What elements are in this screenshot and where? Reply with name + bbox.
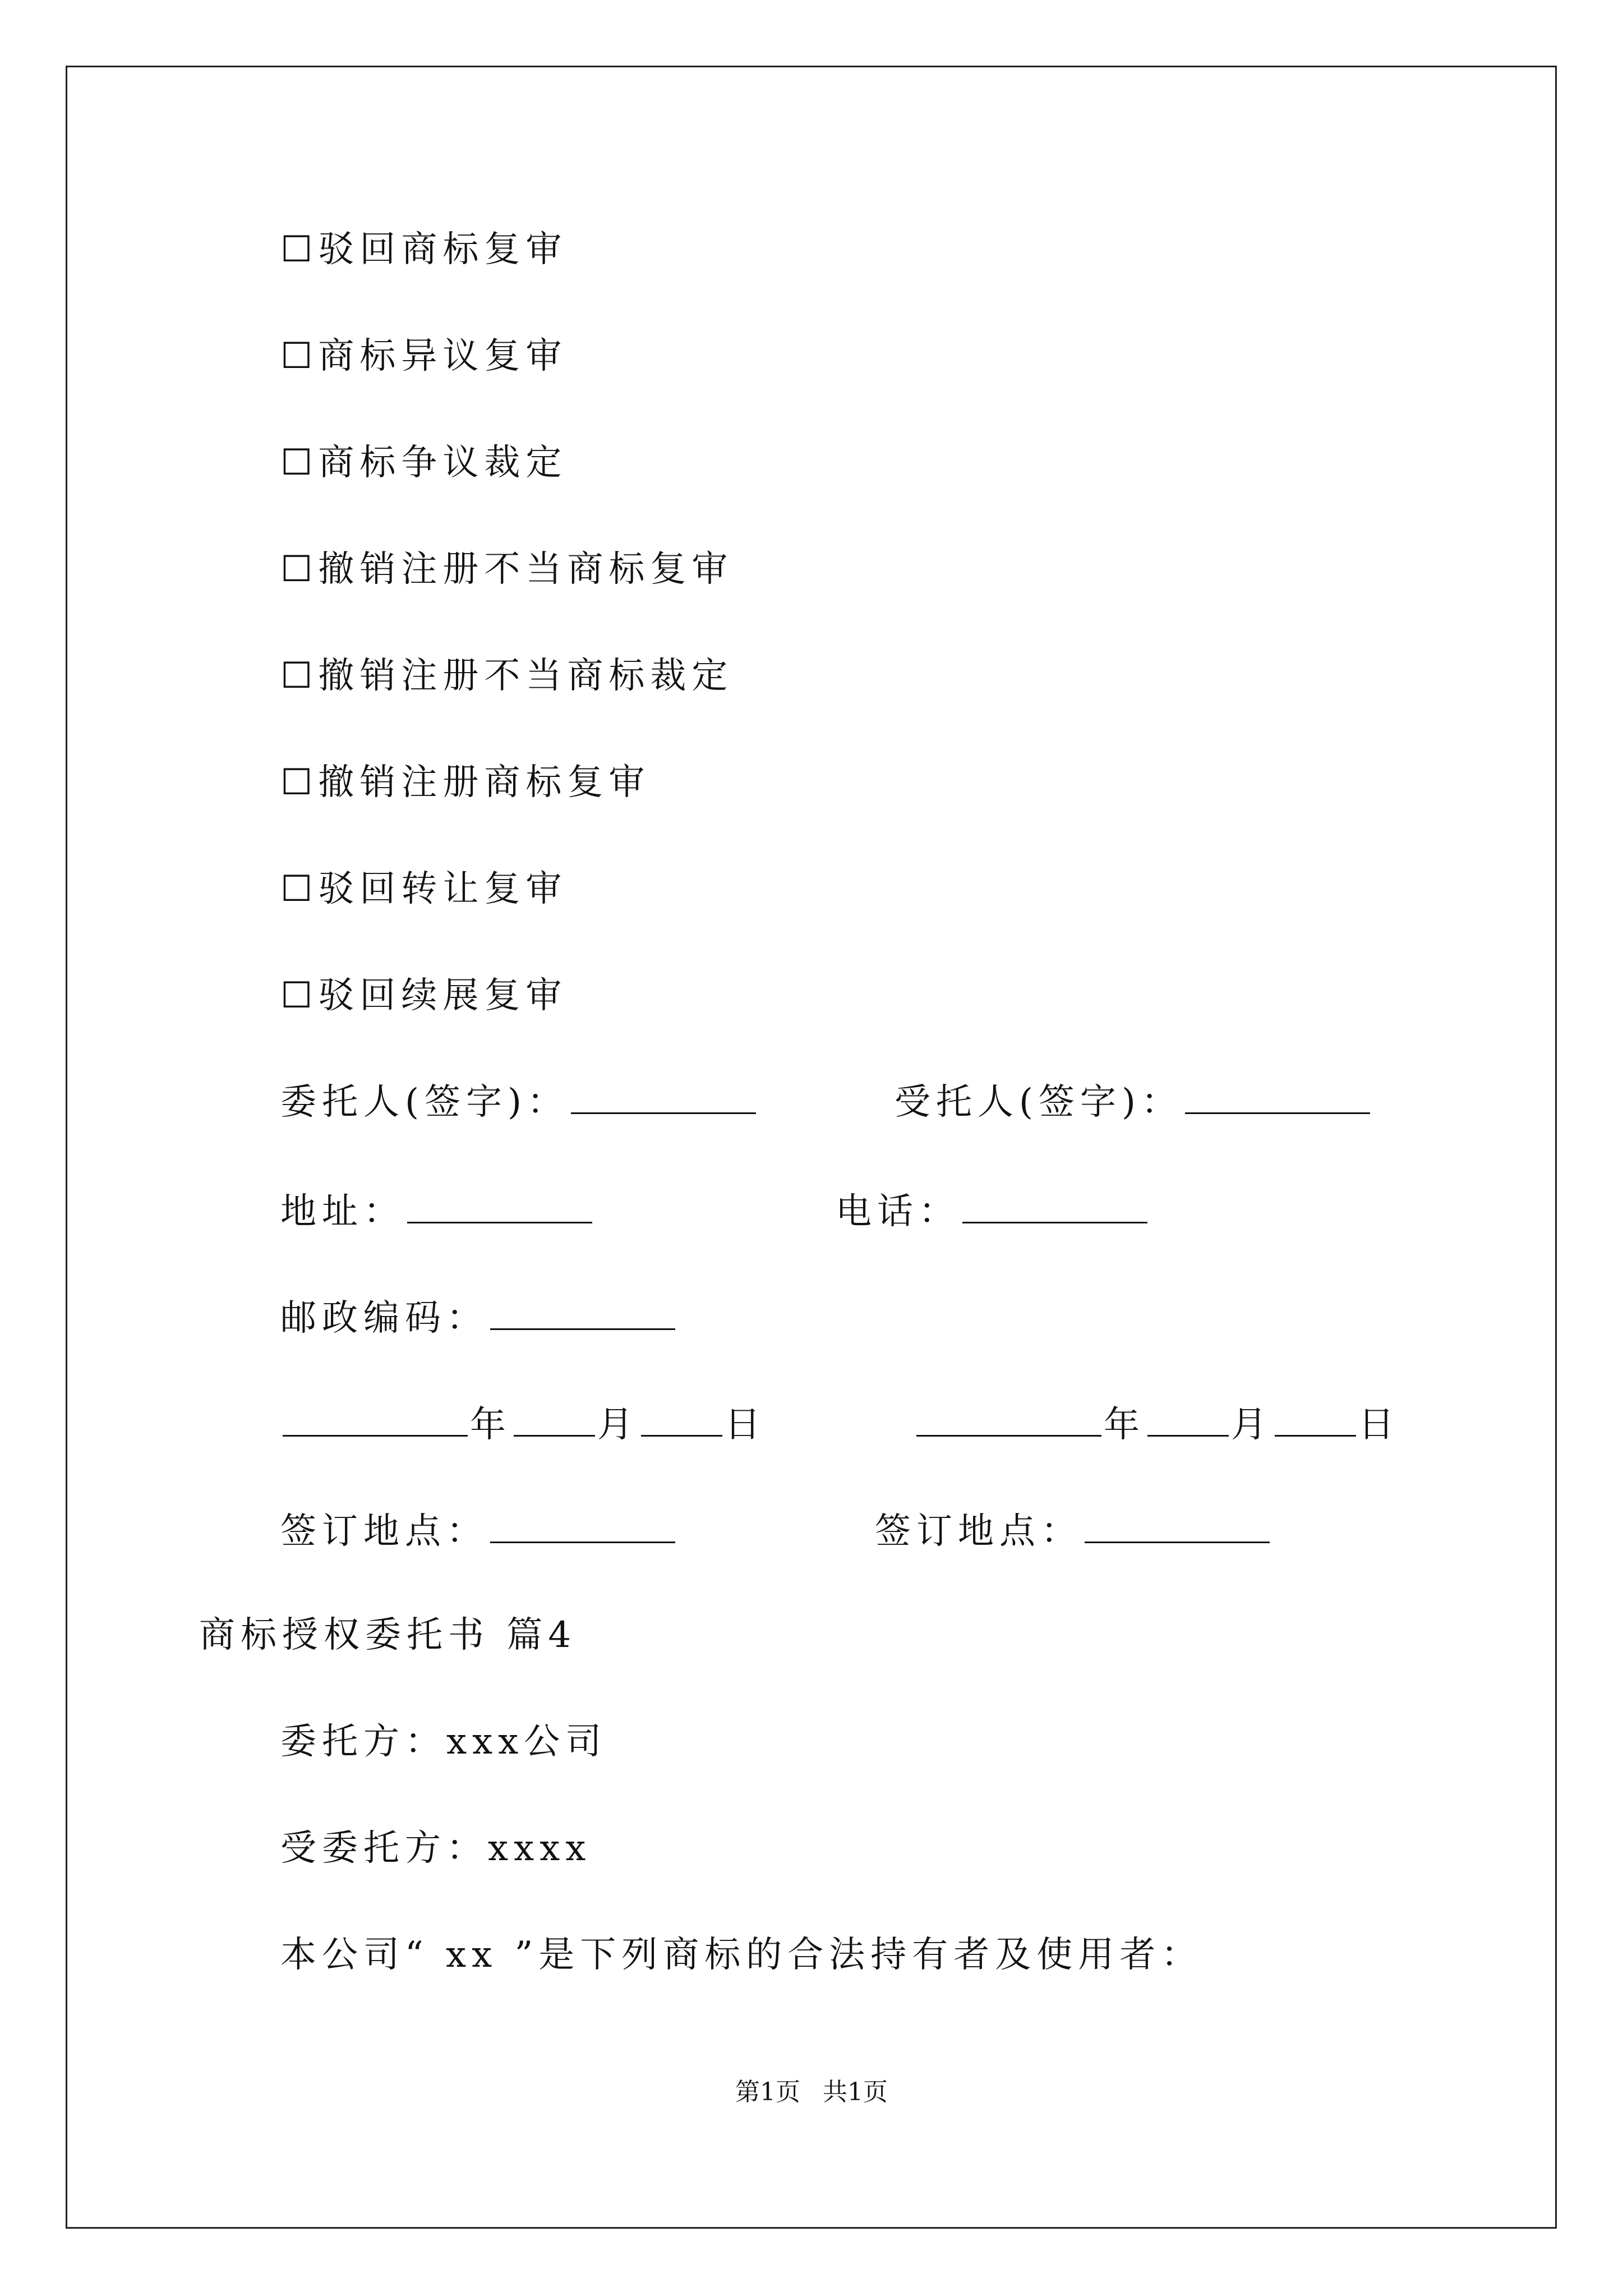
month-label-left: 月	[597, 1404, 639, 1446]
principal-sign-blank	[571, 1083, 756, 1114]
sign-place-label-right: 签订地点：	[875, 1511, 1082, 1552]
checkbox-item-cancel-registration-review: ☐撤销注册商标复审	[280, 762, 651, 803]
checkbox-item-improper-registration-ruling: ☐撤销注册不当商标裁定	[280, 655, 734, 697]
principal-signature-line	[280, 1080, 758, 1125]
checkbox-item-reject-review: ☐驳回商标复审	[280, 229, 568, 270]
date-line-left	[280, 1402, 766, 1447]
year-blank-left	[283, 1406, 468, 1437]
day-blank-right	[1275, 1406, 1356, 1437]
checkbox-item-improper-registration-review: ☐撤销注册不当商标复审	[280, 549, 734, 590]
checkbox-item-opposition-review: ☐商标异议复审	[280, 335, 568, 377]
section-heading: 商标授权委托书 篇4	[199, 1614, 577, 1656]
year-label-right: 年	[1104, 1404, 1145, 1446]
statement-line: 本公司“ xx ”是下列商标的合法持有者及使用者：	[280, 1934, 1203, 1976]
day-label-left: 日	[725, 1404, 766, 1446]
day-label-right: 日	[1358, 1404, 1400, 1446]
address-line	[280, 1189, 594, 1234]
postal-code-label: 邮政编码：	[280, 1297, 488, 1339]
trustee-line: 受委托方：xxxx	[280, 1828, 592, 1869]
sign-place-line-left	[280, 1509, 677, 1554]
checkbox-item-dispute-ruling: ☐商标争议裁定	[280, 442, 568, 484]
phone-line	[836, 1189, 1150, 1234]
year-label-left: 年	[470, 1404, 511, 1446]
sign-place-blank-right	[1085, 1512, 1270, 1543]
postal-code-line	[280, 1296, 677, 1341]
date-line-right	[914, 1402, 1400, 1447]
client-line: 委托方：xxx公司	[280, 1721, 607, 1763]
agent-sign-blank	[1185, 1083, 1370, 1114]
year-blank-right	[916, 1406, 1101, 1437]
page-current: 第1页	[735, 2078, 800, 2106]
day-blank-left	[641, 1406, 722, 1437]
checkbox-item-transfer-review: ☐驳回转让复审	[280, 868, 568, 910]
month-blank-right	[1147, 1406, 1229, 1437]
sign-place-label-left: 签订地点：	[280, 1511, 488, 1552]
page-total: 共1页	[823, 2078, 888, 2106]
address-label: 地址：	[280, 1191, 405, 1232]
principal-sign-label: 委托人(签字)：	[280, 1082, 569, 1123]
agent-sign-label: 受托人(签字)：	[895, 1082, 1183, 1123]
sign-place-line-right	[875, 1509, 1272, 1554]
phone-blank	[962, 1193, 1147, 1223]
month-label-right: 月	[1231, 1404, 1272, 1446]
page-border	[66, 66, 1557, 2229]
sign-place-blank-left	[490, 1512, 675, 1543]
checkbox-item-renewal-review: ☐驳回续展复审	[280, 975, 568, 1016]
page-footer	[0, 2076, 1623, 2109]
month-blank-left	[514, 1406, 595, 1437]
address-blank	[407, 1193, 592, 1223]
phone-label: 电话：	[836, 1191, 960, 1232]
postal-code-blank	[490, 1299, 675, 1330]
agent-signature-line	[895, 1080, 1372, 1125]
